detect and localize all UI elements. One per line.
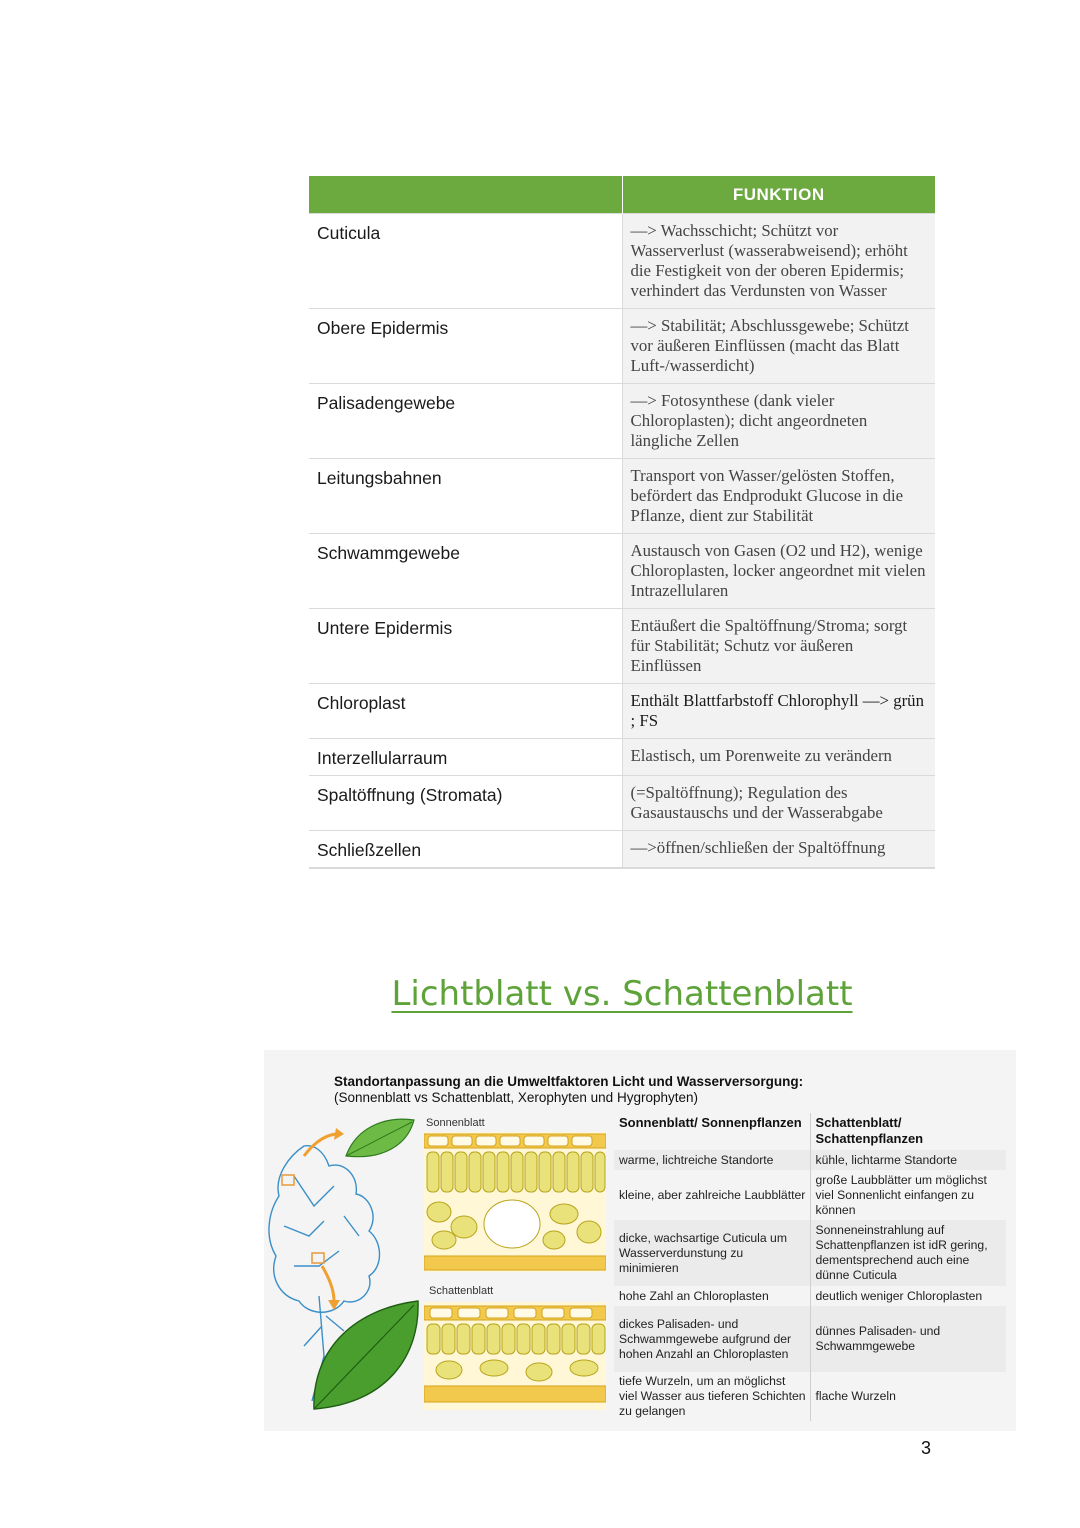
function-cell: Austausch von Gasen (O2 und H2), wenige Chloroplasten, locker angeordnet mit vielen Intrazellularen (622, 534, 935, 609)
comparison-row (614, 1170, 1006, 1220)
function-table (309, 176, 935, 869)
term-cell: Obere Epidermis (309, 309, 622, 384)
shade-column-header: Schattenblatt/ Schattenpflanzen (810, 1113, 1006, 1150)
table-row (309, 459, 935, 534)
table-header-row (309, 176, 935, 214)
table-row (309, 214, 935, 309)
leaf-comparison-figure (264, 1050, 1016, 1431)
table-row (309, 831, 935, 869)
comparison-row (614, 1306, 1006, 1372)
comparison-header-row (614, 1113, 1006, 1150)
shade-leaf-icon (308, 1295, 423, 1415)
function-cell: Enthält Blattfarbstoff Chlorophyll —> grün ; FS (622, 684, 935, 739)
function-cell: Entäußert die Spaltöffnung/Stroma; sorgt für Stabilität; Schutz vor äußeren Einflüssen (622, 609, 935, 684)
term-cell: Schließzellen (309, 831, 622, 869)
function-cell: Transport von Wasser/gelösten Stoffen, befördert das Endprodukt Glucose in die Pflanze, dient zur Stabilität (622, 459, 935, 534)
sun-leaf-label: Sonnenblatt (426, 1117, 485, 1129)
term-cell: Cuticula (309, 214, 622, 309)
sun-leaf-icon (342, 1116, 417, 1161)
comparison-row (614, 1220, 1006, 1286)
term-cell: Leitungsbahnen (309, 459, 622, 534)
sun-cell: hohe Zahl an Chloroplasten (619, 1288, 769, 1303)
function-cell: —>öffnen/schließen der Spaltöffnung (622, 831, 935, 869)
table-row (309, 309, 935, 384)
sun-cell: kleine, aber zahlreiche Laubblätter (619, 1187, 806, 1202)
figure-subtitle: (Sonnenblatt vs Schattenblatt, Xerophyten und Hygrophyten) (334, 1090, 698, 1105)
term-cell: Schwammgewebe (309, 534, 622, 609)
function-cell: —> Wachsschicht; Schützt vor Wasserverlust (wasserabweisend); erhöht die Festigkeit von der oberen Epidermis; verhindert das Verdunsten von Wasser (622, 214, 935, 309)
table-row (309, 609, 935, 684)
comparison-row (614, 1286, 1006, 1306)
shade-cell: dünnes Palisaden- und Schwammgewebe (810, 1306, 1006, 1372)
comparison-row (614, 1150, 1006, 1170)
comparison-table (614, 1113, 1006, 1421)
sun-cell: tiefe Wurzeln, um an möglichst viel Wasser aus tieferen Schichten zu gelangen (619, 1374, 806, 1418)
function-cell: —> Stabilität; Abschlussgewebe; Schützt vor äußeren Einflüssen (macht das Blatt Luft-/wasserdicht) (622, 309, 935, 384)
table-row (309, 534, 935, 609)
shade-cell: kühle, lichtarme Standorte (810, 1150, 1006, 1170)
table-row (309, 684, 935, 739)
term-cell: Interzellularraum (309, 739, 622, 776)
shade-leaf-label: Schattenblatt (429, 1285, 494, 1297)
sun-column-header: Sonnenblatt/ Sonnenpflanzen (619, 1115, 802, 1130)
function-cell: Elastisch, um Porenweite zu verändern (622, 739, 935, 776)
table-row (309, 776, 935, 831)
term-cell: Spaltöffnung (Stromata) (309, 776, 622, 831)
table-header-function: FUNKTION (622, 176, 935, 214)
page-number: 3 (921, 1438, 932, 1458)
shade-cell: flache Wurzeln (810, 1372, 1006, 1421)
section-heading: Lichtblatt vs. Schattenblatt (391, 974, 853, 1014)
term-cell: Chloroplast (309, 684, 622, 739)
function-cell: —> Fotosynthese (dank vieler Chloroplasten); dicht angeordneten längliche Zellen (622, 384, 935, 459)
function-cell: (=Spaltöffnung); Regulation des Gasaustauschs und der Wasserabgabe (622, 776, 935, 831)
shade-leaf-cross-section (424, 1302, 606, 1410)
shade-cell: große Laubblätter um möglichst viel Sonnenlicht einfangen zu können (810, 1170, 1006, 1220)
term-cell: Untere Epidermis (309, 609, 622, 684)
sun-cell: warme, lichtreiche Standorte (614, 1150, 810, 1170)
table-header-term (309, 176, 622, 214)
shade-cell: Sonneneinstrahlung auf Schattenpflanzen ist idR gering, dementsprechend auch eine dünne Cuticula (810, 1220, 1006, 1286)
term-cell: Palisadengewebe (309, 384, 622, 459)
table-row (309, 384, 935, 459)
sun-cell: dicke, wachsartige Cuticula um Wasserverdunstung zu minimieren (614, 1220, 810, 1286)
sun-leaf-cross-section (424, 1132, 606, 1272)
table-row (309, 739, 935, 776)
shade-cell: deutlich weniger Chloroplasten (810, 1286, 1006, 1306)
sun-cell: dickes Palisaden- und Schwammgewebe aufgrund der hohen Anzahl an Chloroplasten (614, 1306, 810, 1372)
comparison-row (614, 1372, 1006, 1421)
figure-title: Standortanpassung an die Umweltfaktoren Licht und Wasserversorgung: (334, 1074, 804, 1089)
